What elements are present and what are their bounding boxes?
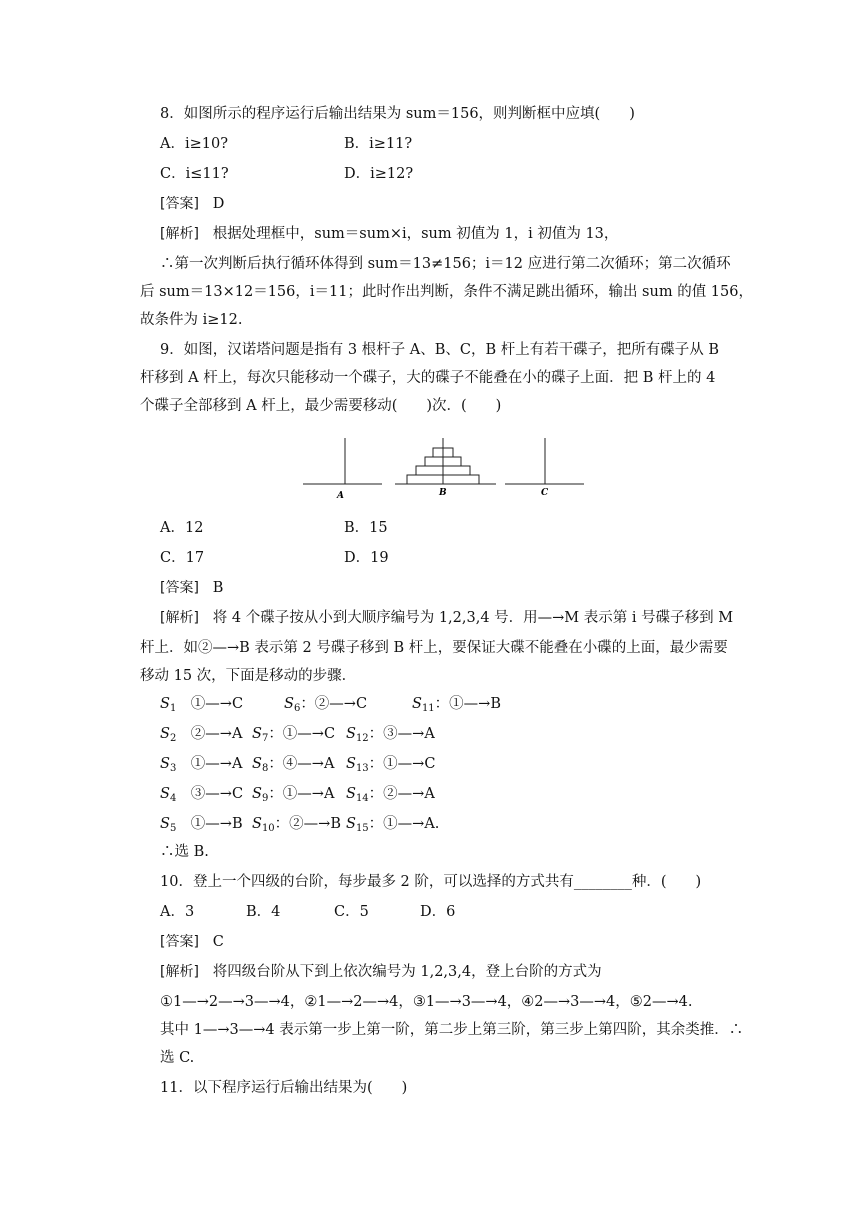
answer-value: D [212, 196, 225, 212]
q8-option-a: A．i≥10? [160, 136, 228, 152]
q9-stem-1: 9．如图，汉诺塔问题是指有 3 根杆子 A、B、C，B 杆上有若干碟子，把所有碟子从 B [160, 342, 720, 358]
q8-analysis-3: 后 sum＝13×12＝156，i＝11；此时作出判断，条件不满足跳出循环，输出 sum 的值 156， [140, 284, 753, 300]
q10-option-b: B．4 [246, 904, 281, 920]
q10-analysis-4: 选 C. [160, 1050, 195, 1066]
step-s7: $S_7$：①—→C [252, 726, 336, 744]
step-s11: $S_{11}$：①—→B [412, 696, 501, 714]
q9-conclusion: ∴选 B. [160, 844, 209, 860]
q9-analysis-1 [160, 608, 733, 628]
step-s2: $S_2$ ②—→A [160, 726, 243, 744]
step-s10: $S_{10}$：②—→B [252, 816, 341, 834]
answer-value: B [212, 580, 224, 596]
q10-analysis-3: 其中 1—→3—→4 表示第一步上第一阶，第二步上第三阶，第三步上第四阶，其余类推．∴ [160, 1022, 744, 1038]
analysis-tag: [解析] [160, 226, 199, 242]
answer-tag: [答案] [160, 580, 199, 596]
q8-analysis-4: 故条件为 i≥12. [140, 312, 243, 328]
hanoi-figure [300, 432, 590, 502]
q8-stem: 8．如图所示的程序运行后输出结果为 sum＝156，则判断框中应填( ) [160, 106, 635, 122]
q11-stem: 11．以下程序运行后输出结果为( ) [160, 1080, 408, 1096]
step-s1: $S_1$ ①—→C [160, 696, 244, 714]
q9-analysis-2: 杆上．如②—→B 表示第 2 号碟子移到 B 杆上，要保证大碟不能叠在小碟的上面，最少需要 [140, 640, 728, 656]
step-s13: $S_{13}$：①—→C [346, 756, 436, 774]
analysis-tag: [解析] [160, 610, 199, 626]
q9-answer [160, 578, 223, 598]
q9-stem-3: 个碟子全部移到 A 杆上，最少需要移动( )次．( ) [140, 398, 502, 414]
q8-option-d: D．i≥12? [344, 166, 414, 182]
q8-analysis-2: ∴第一次判断后执行循环体得到 sum＝13≠156；i＝12 应进行第二次循环；第二次循环 [160, 256, 731, 272]
analysis-text: 将四级台阶从下到上依次编号为 1,2,3,4，登上台阶的方式为 [212, 964, 602, 980]
step-s5: $S_5$ ①—→B [160, 816, 243, 834]
step-s8: $S_8$：④—→A [252, 756, 335, 774]
q10-analysis-1 [160, 962, 602, 982]
q10-answer [160, 932, 224, 952]
step-s3: $S_3$ ①—→A [160, 756, 243, 774]
step-s4: $S_4$ ③—→C [160, 786, 244, 804]
q10-stem: 10．登上一个四级的台阶，每步最多 2 阶，可以选择的方式共有________种．( ) [160, 874, 702, 890]
q8-option-c: C．i≤11? [160, 166, 229, 182]
q10-option-c: C．5 [334, 904, 369, 920]
step-s15: $S_{15}$：①—→A. [346, 816, 440, 834]
label-b: B [439, 488, 447, 498]
analysis-tag: [解析] [160, 964, 199, 980]
q10-analysis-2: ①1—→2—→3—→4，②1—→2—→4，③1—→3—→4，④2—→3—→4，⑤2—→4. [160, 994, 693, 1010]
answer-tag: [答案] [160, 934, 199, 950]
step-s9: $S_9$：①—→A [252, 786, 335, 804]
answer-value: C [212, 934, 224, 950]
q9-option-a: A．12 [160, 520, 204, 536]
step-s6: $S_6$：②—→C [284, 696, 368, 714]
q9-stem-2: 杆移到 A 杆上，每次只能移动一个碟子，大的碟子不能叠在小的碟子上面．把 B 杆上的 4 [140, 370, 716, 386]
q9-analysis-3: 移动 15 次，下面是移动的步骤． [140, 668, 357, 684]
q8-answer [160, 194, 224, 214]
label-c: C [541, 488, 549, 498]
q10-option-d: D．6 [420, 904, 456, 920]
step-s14: $S_{14}$：②—→A [346, 786, 435, 804]
q8-option-b: B．i≥11? [344, 136, 413, 152]
q8-analysis-1 [160, 224, 618, 244]
q9-option-c: C．17 [160, 550, 205, 566]
answer-tag: [答案] [160, 196, 199, 212]
q9-option-b: B．15 [344, 520, 388, 536]
q9-option-d: D．19 [344, 550, 389, 566]
analysis-text: 将 4 个碟子按从小到大顺序编号为 1,2,3,4 号．用—→M 表示第 i 号碟子移到 M [212, 610, 734, 626]
analysis-text: 根据处理框中，sum＝sum×i，sum 初值为 1，i 初值为 13， [212, 226, 619, 242]
label-a: A [337, 491, 344, 501]
q10-option-a: A．3 [160, 904, 195, 920]
step-s12: $S_{12}$：③—→A [346, 726, 435, 744]
